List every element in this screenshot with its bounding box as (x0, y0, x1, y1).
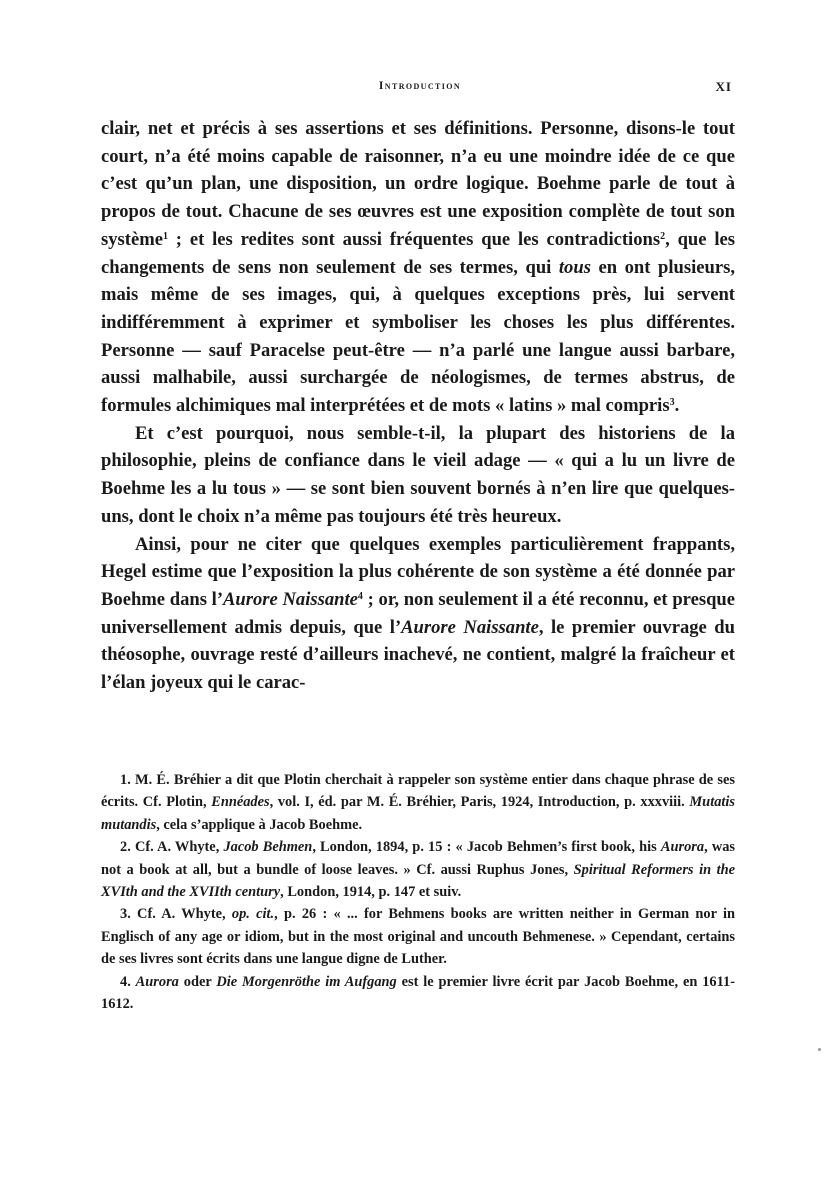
footnote-3: 3. Cf. A. Whyte, op. cit., p. 26 : « ... for Behmens books are written neither in German nor in Englisch of any age or idiom, but in the most original and uncouth Behmenese. » Cependant, certains de ses livres sont écrits dans une langue digne de Luther. (101, 906, 735, 968)
page-number: XI (715, 79, 732, 94)
footnotes (101, 769, 735, 1015)
paragraph-1: clair, net et précis à ses assertions et ses définitions. Personne, disons-le tout court, n’a été moins capable de raisonner, n’a eu une moindre idée de ce que c’est qu’un plan, une disposition, un ordre logique. Boehme parle de tout à propos de tout. Chacune de ses œuvres est une exposition complète de tout son système$^1$ ; et les redites sont aussi fréquentes que les contradictions$^2$, que les changements de sens non seulement de ses termes, qui tous en ont plusieurs, mais même de ses images, qui, à quelques exceptions près, lui servent indifféremment à exprimer et symboliser les choses les plus différentes. Personne — sauf Paracelse peut-être — n’a parlé une langue aussi barbare, aussi malhabile, aussi surchargée de néologismes, de termes abstrus, de formules alchimiques mal interprétées et de mots « latins » mal compris$^3$. (101, 118, 735, 417)
footnote-ref-1: 1 (162, 230, 168, 242)
footnote-2: 2. Cf. A. Whyte, Jacob Behmen, London, 1894, p. 15 : « Jacob Behmen’s first book, his Aurora, was not a book at all, but a bundle of loose leaves. » Cf. aussi Ruphus Jones, Spiritual Reformers in the XVIth and the XVIIth century, London, 1914, p. 147 et suiv. (101, 839, 736, 901)
paragraph-3: Ainsi, pour ne citer que quelques exemples particulièrement frappants, Hegel estime que l’exposition la plus cohérente de son système a été donnée par Boehme dans l’Aurore Naissante$^4$ ; or, non seulement il a été reconnu, et presque universellement admis depuis, que l’Aurore Naissante, le premier ouvrage du théosophe, ouvrage resté d’ailleurs inachevé, ne contient, malgré la fraîcheur et l’élan joyeux qui le carac- (101, 533, 735, 694)
running-head (100, 80, 740, 100)
main-text (101, 115, 735, 697)
footnote-ref-2: 2 (660, 230, 666, 242)
footnote-4: 4. Aurora oder Die Morgenröthe im Aufgang est le premier livre écrit par Jacob Boehme, en 1611-1612. (101, 973, 735, 1013)
footnote-1: 1. M. É. Bréhier a dit que Plotin cherchait à rappeler son système entier dans chaque phrase de ses écrits. Cf. Plotin, Ennéades, vol. I, éd. par M. É. Bréhier, Paris, 1924, Introduction, p. xxxviii. Mutatis mutandis, cela s’applique à Jacob Boehme. (101, 772, 736, 833)
running-title: Introduction (378, 80, 462, 92)
footnote-ref-4: 4 (357, 590, 363, 602)
scan-speck (818, 1048, 821, 1051)
footnote-ref-3: 3 (669, 397, 675, 409)
paragraph-2: Et c’est pourquoi, nous semble-t-il, la plupart des historiens de la philosophie, pleins de confiance dans le vieil adage — « qui a lu un livre de Boehme les a lu tous » — se sont bien souvent bornés à n’en lire que quelques-uns, dont le choix n’a même pas toujours été très heureux. (101, 422, 735, 527)
